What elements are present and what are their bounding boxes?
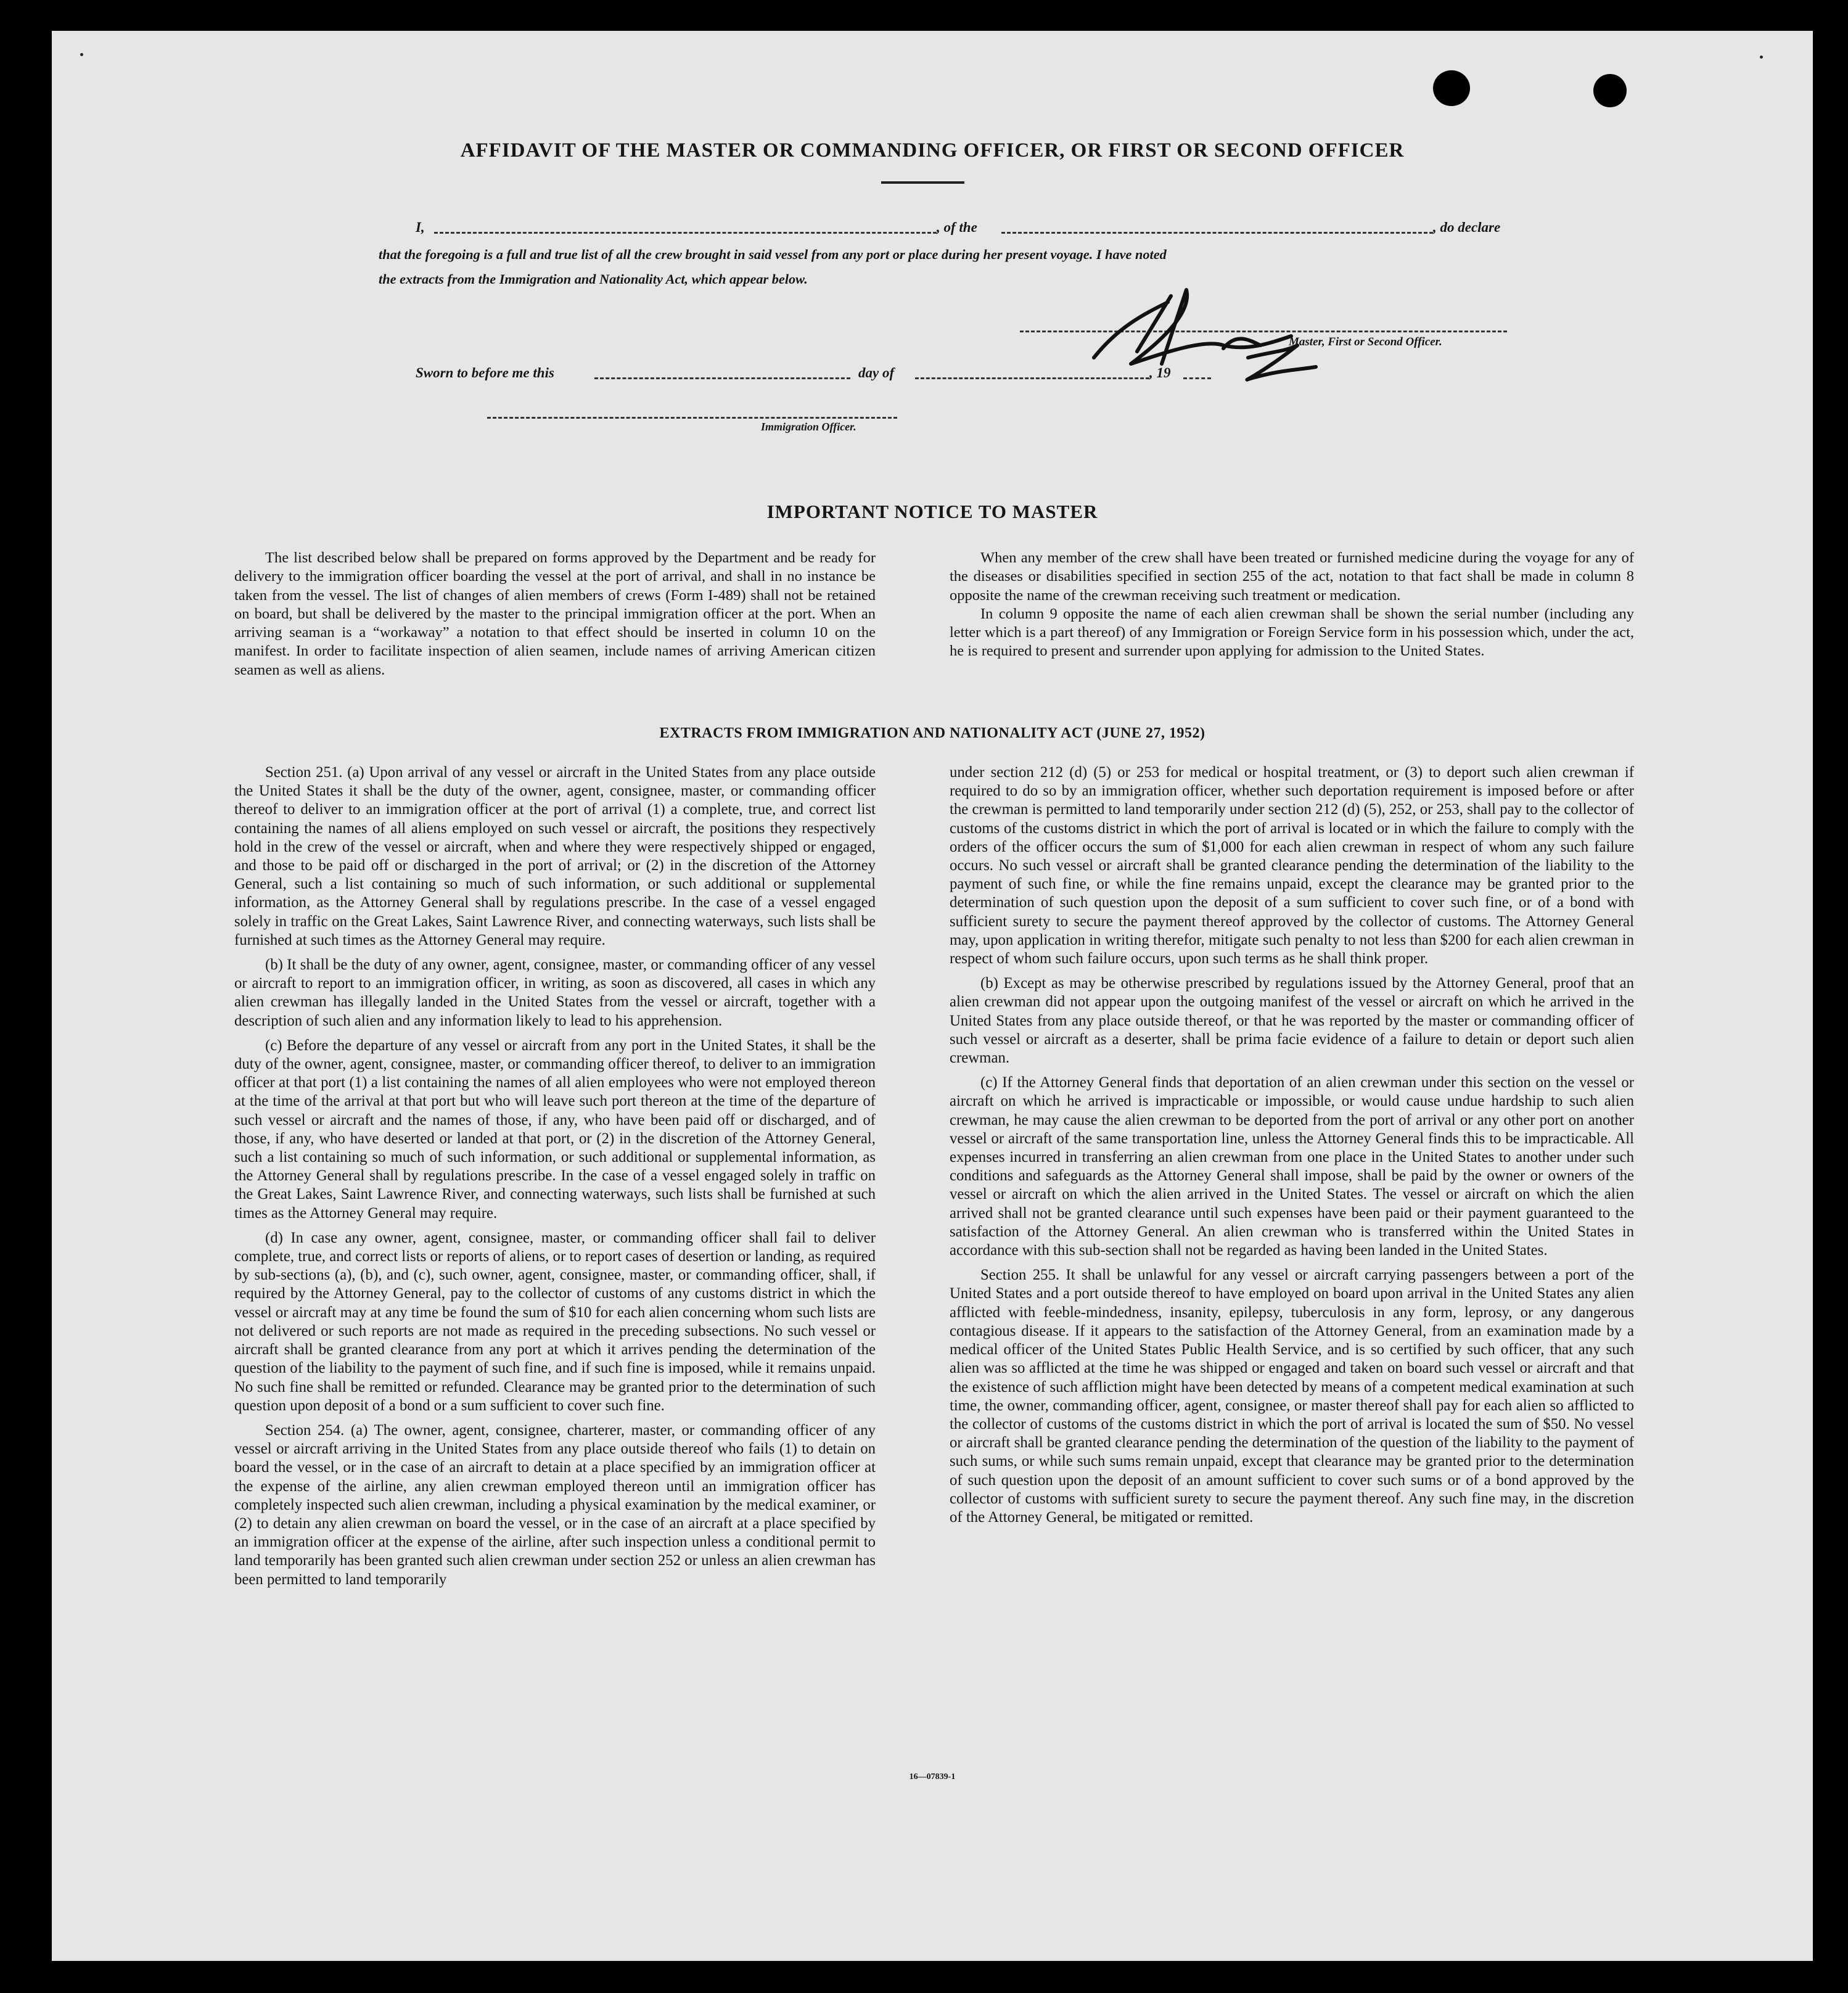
sworn-day-of: day of bbox=[858, 365, 895, 380]
declaration-of-the: , of the bbox=[937, 220, 977, 235]
section-255: Section 255. It shall be unlawful for any vessel or aircraft carrying passengers between a port of the United States and a port outside thereof to have employed on board upon arrival in the United States any alien afflicted with feeble-mindedness, insanity, epilepsy, tuberculosis in any form, leprosy, or any dangerous contagious disease. If it appears to the satisfaction of the Attorney General, from an examination made by a medical officer of the United States Public Health Service, and is so certified by such officer, that any such alien was so afflicted at the time he was shipped or engaged and taken on board such vessel or aircraft and that the existence of such affliction might have been detected by means of a competent medical examination at such time, the owner, commanding officer, agent, consignee, or master thereof shall pay for each alien so afflicted to the collector of customs of the customs district in which the port of arrival is located the sum of $50. No vessel or aircraft shall be granted clearance pending the determination of the question of the liability to the payment of such sums, or while such sums remain unpaid, except that clearance may be granted prior to the determination of such question upon the deposit of an amount sufficient to cover such sums or of a bond approved by the collector of customs with sufficient surety to secure the payment thereof. Any such fine may, in the discretion of the Attorney General, be mitigated or remitted. bbox=[950, 1267, 1634, 1526]
signature-caption: Master, First or Second Officer. bbox=[1289, 335, 1442, 348]
sworn-label: Sworn to before me this bbox=[416, 365, 554, 380]
officer-signature-line bbox=[487, 417, 897, 419]
name-field-line bbox=[434, 232, 937, 234]
section-254-c: (c) If the Attorney General finds that deportation of an alien crewman under this section on the vessel or aircraft on which he arrived is impracticable or impossible, or would cause undue hardship to such alien crewman, he may cause the alien crewman to be deported from the port of arrival or any other port on another vessel or aircraft of the same transportation line, unless the Attorney General finds this to be impracticable. All expenses incurred in transferring an alien crewman from one place in the United States to another under such conditions and safeguards as the Attorney General shall impose, shall be paid by the owner or owners of the vessel or aircraft on which the alien arrived in the United States. The vessel or aircraft on which the alien arrived shall not be granted clearance until such expenses have been paid or their payment guaranteed to the satisfaction of the Attorney General. An alien crewman who is transferred within the United States in accordance with this sub-section shall not be regarded as having been landed in the United States. bbox=[950, 1074, 1634, 1259]
declaration-do-declare: , do declare bbox=[1433, 220, 1501, 235]
sworn-year-prefix: , 19 bbox=[1149, 365, 1171, 380]
declaration-text-line-2: that the foregoing is a full and true list of all the crew brought in said vessel from any port or place during her present voyage. I have noted bbox=[379, 247, 1167, 262]
section-254-b: (b) Except as may be otherwise prescribed by regulations issued by the Attorney General, proof that an alien crewman did not appear upon the outgoing manifest of the vessel or aircraft on which he arrived in the United States from any place outside thereof, or that he was reported by the master or commanding officer of such vessel or aircraft as a deserter, shall be prima facie evidence of a failure to detain or deport such alien crewman. bbox=[950, 975, 1634, 1067]
extracts-title: EXTRACTS FROM IMMIGRATION AND NATIONALITY ACT (JUNE 27, 1952) bbox=[659, 725, 1205, 741]
form-code: 16—07839-1 bbox=[909, 1772, 956, 1781]
punch-hole-right bbox=[1593, 74, 1627, 107]
notice-right-paragraph-2: In column 9 opposite the name of each alien crewman shall be shown the serial number (including any letter which is a part thereof) of any Immigration or Foreign Service form in his possession which, under the act, he is required to present and surrender upon applying for admission to the United States. bbox=[950, 605, 1634, 660]
section-251-c: (c) Before the departure of any vessel or aircraft from any port in the United States, it shall be the duty of the owner, agent, consignee, master, or commanding officer thereof, to deliver to an immigration officer at that port (1) a list containing the names of all alien employees who were not employed thereon at the time of the arrival at that port but who will leave such port thereon at the time of the departure of such vessel or aircraft and the names of those, if any, who have been paid off or discharged, and of those, if any, who have deserted or landed at that port, or (2) in the discretion of the Attorney General, such a list containing so much of such information, or such additional or supplemental information, as the Attorney General shall by regulations prescribe. In the case of a vessel engaged solely in traffic on the Great Lakes, Saint Lawrence River, and connecting waterways, such lists shall be furnished at such times as the Attorney General may require. bbox=[234, 1037, 876, 1222]
notice-right-column bbox=[950, 549, 1634, 667]
vessel-field-line bbox=[1001, 232, 1433, 234]
section-254-a-continued: under section 212 (d) (5) or 253 for medical or hospital treatment, or (3) to deport such alien crewman if required to do so by an immigration officer, whether such deportation requirement is imposed before or after the crewman is permitted to land temporarily under section 212 (d) (5), 252, or 253, shall pay to the collector of customs of the customs district in which the port of arrival is located or in which the failure to comply with the orders of the officer occurs the sum of $1,000 for each alien crewman in respect of whom any such failure occurs. No such vessel or aircraft shall be granted clearance pending the determination of the liability to the payment of such fine, or while the fine remains unpaid, except the clearance may be granted prior to the determination of such question upon the deposit of a sum sufficient to cover such fine, or of a bond with sufficient surety to secure the payment thereof approved by the collector of customs. The Attorney General may, upon application in writing therefor, mitigate such penalty to not less than $200 for each alien crewman in respect of whom such failure occurs, upon such terms as he shall think proper. bbox=[950, 764, 1634, 968]
notice-left-paragraph: The list described below shall be prepared on forms approved by the Department and be ready for delivery to the immigration officer boarding the vessel at the port of arrival, and shall in no instance be taken from the vessel. The list of changes of alien members of crews (Form I-489) shall not be retained on board, but shall be delivered by the master to the principal immigration officer at the port. When an arriving seaman is a “workaway” a notation to that effect should be inserted in column 10 on the manifest. In order to facilitate inspection of alien seamen, include names of arriving American citizen seamen as well as aliens. bbox=[234, 549, 876, 678]
section-251-d: (d) In case any owner, agent, consignee, master, or commanding officer shall fail to deliver complete, true, and correct lists or reports of aliens, or to report cases of desertion or landing, as required by sub-sections (a), (b), and (c), such owner, agent, consignee, master, or commanding officer, shall, if required by the Attorney General, pay to the collector of customs of any customs district in which the vessel or aircraft may at any time be found the sum of $10 for each alien concerning whom such lists are not delivered or such reports are not made as required in the preceding subsections. No such vessel or aircraft shall be granted clearance from any port at which it arrives pending the determination of the question of the liability to the payment of such fine, and if such fine is imposed, while it remains unpaid. No such fine shall be remitted or refunded. Clearance may be granted prior to the determination of such question upon deposit of a bond or a sum sufficient to cover such fine. bbox=[234, 1229, 876, 1414]
section-251-b: (b) It shall be the duty of any owner, agent, consignee, master, or commanding officer of any vessel or aircraft to report to an immigration officer, in writing, as soon as discovered, all cases in which any alien crewman has illegally landed in the United States from the vessel or aircraft, together with a description of such alien and any information likely to lead to his apprehension. bbox=[234, 956, 876, 1029]
title-rule bbox=[881, 181, 964, 184]
punch-hole-left bbox=[1433, 70, 1470, 106]
document-page bbox=[52, 31, 1813, 1961]
speck-mark bbox=[80, 53, 83, 56]
affidavit-title: AFFIDAVIT OF THE MASTER OR COMMANDING OFFICER, OR FIRST OR SECOND OFFICER bbox=[460, 139, 1405, 162]
notice-title: IMPORTANT NOTICE TO MASTER bbox=[766, 501, 1098, 522]
notice-right-paragraph-1: When any member of the crew shall have been treated or furnished medicine during the voyage for any of the diseases or disabilities specified in section 255 of the act, notation to that fact shall be made in column 8 opposite the name of the crewman receiving such treatment or medication. bbox=[950, 549, 1634, 604]
section-254-a: Section 254. (a) The owner, agent, consignee, charterer, master, or commanding officer of any vessel or aircraft arriving in the United States from any place outside thereof who fails (1) to detain on board the vessel, or in the case of an aircraft to detain at a place specified by an immigration officer at the expense of the airline, any alien crewman employed thereon until an immigration officer has completely inspected such alien crewman, including a physical examination by the medical examiner, or (2) to detain any alien crewman on board the vessel, or in the case of an aircraft at a place specified by an immigration officer at the expense of the airline, after such inspection unless a conditional permit to land temporarily has been granted such alien crewman under section 252 or unless an alien crewman has been permitted to land temporarily bbox=[234, 1421, 876, 1588]
sworn-year-line bbox=[1183, 377, 1211, 379]
sworn-month-line bbox=[915, 377, 1149, 379]
declaration-i-label: I, bbox=[416, 220, 425, 235]
sworn-day-line bbox=[594, 377, 850, 379]
officer-caption: Immigration Officer. bbox=[761, 421, 856, 433]
extracts-right-column bbox=[950, 763, 1634, 1533]
speck-mark bbox=[1760, 55, 1763, 59]
declaration-text-line-3: the extracts from the Immigration and Nationality Act, which appear below. bbox=[379, 271, 808, 287]
section-251-a: Section 251. (a) Upon arrival of any vessel or aircraft in the United States from any place outside the United States it shall be the duty of the owner, agent, consignee, master, or commanding officer thereof to deliver to an immigration officer at the port of arrival (1) a complete, true, and correct list containing the names of all aliens employed on such vessel or aircraft, the positions they respectively hold in the crew of the vessel or aircraft, when and where they were respectively shipped or engaged, and those to be paid off or discharged in the port of arrival; or (2) in the discretion of the Attorney General, such a list containing so much of such information, or such additional or supplemental information, as the Attorney General shall by regulations prescribe. In the case of a vessel engaged solely in traffic on the Great Lakes, Saint Lawrence River, and connecting waterways, such lists shall be furnished at such times as the Attorney General may require. bbox=[234, 764, 876, 948]
extracts-left-column bbox=[234, 763, 876, 1595]
notice-left-column bbox=[234, 549, 876, 686]
